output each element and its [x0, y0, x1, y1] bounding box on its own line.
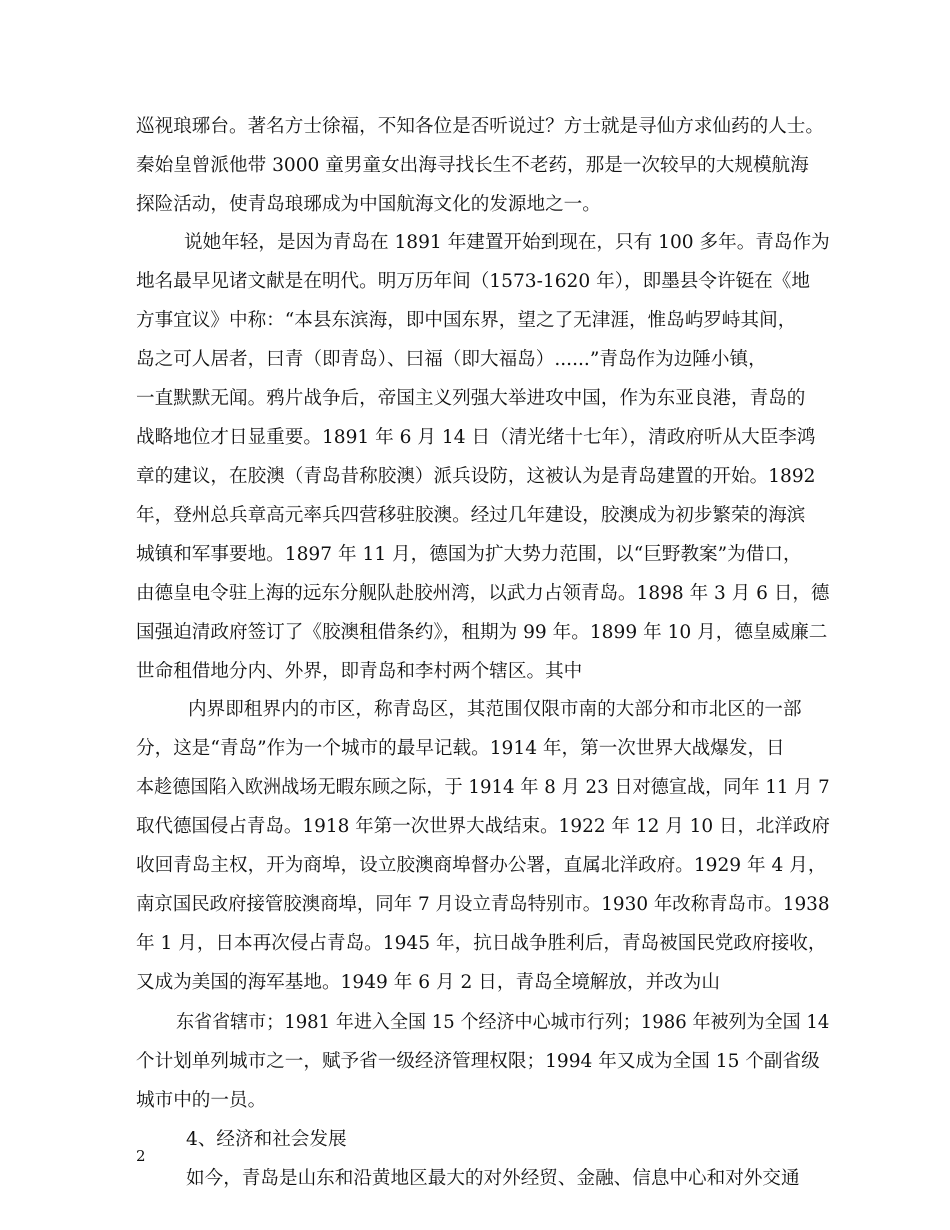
text-line-25: 个计划单列城市之一，赋予省一级经济管理权限；1994 年又成为全国 15 个副省级	[136, 1051, 820, 1072]
text-line-10: 章的建议，在胶澳（青岛昔称胶澳）派兵设防，这被认为是青岛建置的开始。1892	[136, 466, 816, 487]
text-line-11: 年，登州总兵章高元率兵四营移驻胶澳。经过几年建设，胶澳成为初步繁荣的海滨	[136, 505, 806, 526]
text-line-7: 岛之可人居者，曰青（即青岛）、曰福（即大福岛）......”青岛作为边陲小镇，	[136, 349, 767, 370]
text-line-19: 取代德国侵占青岛。1918 年第一次世界大战结束。1922 年 12 月 10 日，北洋政府	[136, 816, 830, 837]
text-line-20: 收回青岛主权，开为商埠，设立胶澳商埠督办公署，直属北洋政府。1929 年 4 月，	[136, 855, 827, 876]
text-line-5: 地名最早见诸文献是在明代。明万历年间（1573-1620 年），即墨县令许铤在《地	[136, 271, 810, 292]
text-line-18: 本趁德国陷入欧洲战场无暇东顾之际，于 1914 年 8 月 23 日对德宣战，同年 11 月 7	[136, 777, 830, 798]
text-line-21: 南京国民政府接管胶澳商埠，同年 7 月设立青岛特别市。1930 年改称青岛市。1938	[136, 894, 830, 915]
text-line-24: 东省省辖市；1981 年进入全国 15 个经济中心城市行列；1986 年被列为全国 14	[176, 1012, 830, 1033]
text-line-28: 如今，青岛是山东和沿黄地区最大的对外经贸、金融、信息中心和对外交通	[186, 1168, 800, 1189]
text-line-15: 世命租借地分内、外界，即青岛和李村两个辖区。其中	[136, 661, 583, 682]
section-heading: 4、经济和社会发展	[186, 1129, 347, 1150]
text-line-26: 城市中的一员。	[136, 1090, 267, 1111]
text-line-8: 一直默默无闻。鸦片战争后，帝国主义列强大举进攻中国，作为东亚良港，青岛的	[136, 388, 806, 409]
text-line-4: 说她年轻，是因为青岛在 1891 年建置开始到现在，只有 100 多年。青岛作为	[184, 232, 830, 253]
text-line-22: 年 1 月，日本再次侵占青岛。1945 年，抗日战争胜利后，青岛被国民党政府接收，	[136, 933, 827, 954]
text-line-13: 由德皇电令驻上海的远东分舰队赴胶州湾，以武力占领青岛。1898 年 3 月 6 日，德	[136, 583, 830, 604]
text-line-16: 内界即租界内的市区，称青岛区，其范围仅限市南的大部分和市北区的一部	[188, 699, 802, 720]
text-line-1: 巡视琅琊台。著名方士徐福，不知各位是否听说过？方士就是寻仙方求仙药的人士。	[136, 116, 824, 137]
text-line-12: 城镇和军事要地。1897 年 11 月，德国为扩大势力范围，以“巨野教案”为借口，	[136, 544, 802, 565]
text-line-17: 分，这是“青岛”作为一个城市的最早记载。1914 年，第一次世界大战爆发，日	[136, 738, 785, 759]
text-line-9: 战略地位才日显重要。1891 年 6 月 14 日（清光绪十七年），清政府听从大臣李鸿	[136, 427, 816, 448]
text-line-23: 又成为美国的海军基地。1949 年 6 月 2 日，青岛全境解放，并改为山	[136, 972, 720, 993]
text-line-6: 方事宜议》中称：“本县东滨海，即中国东界，望之了无津涯，惟岛屿罗峙其间，	[136, 310, 797, 331]
page-number: 2	[136, 1147, 146, 1165]
text-line-14: 国强迫清政府签订了《胶澳租借条约》，租期为 99 年。1899 年 10 月，德皇威廉二	[136, 622, 828, 643]
text-line-2: 秦始皇曾派他带 3000 童男童女出海寻找长生不老药，那是一次较早的大规模航海	[136, 155, 809, 176]
text-line-3: 探险活动，使青岛琅琊成为中国航海文化的发源地之一。	[136, 194, 601, 215]
